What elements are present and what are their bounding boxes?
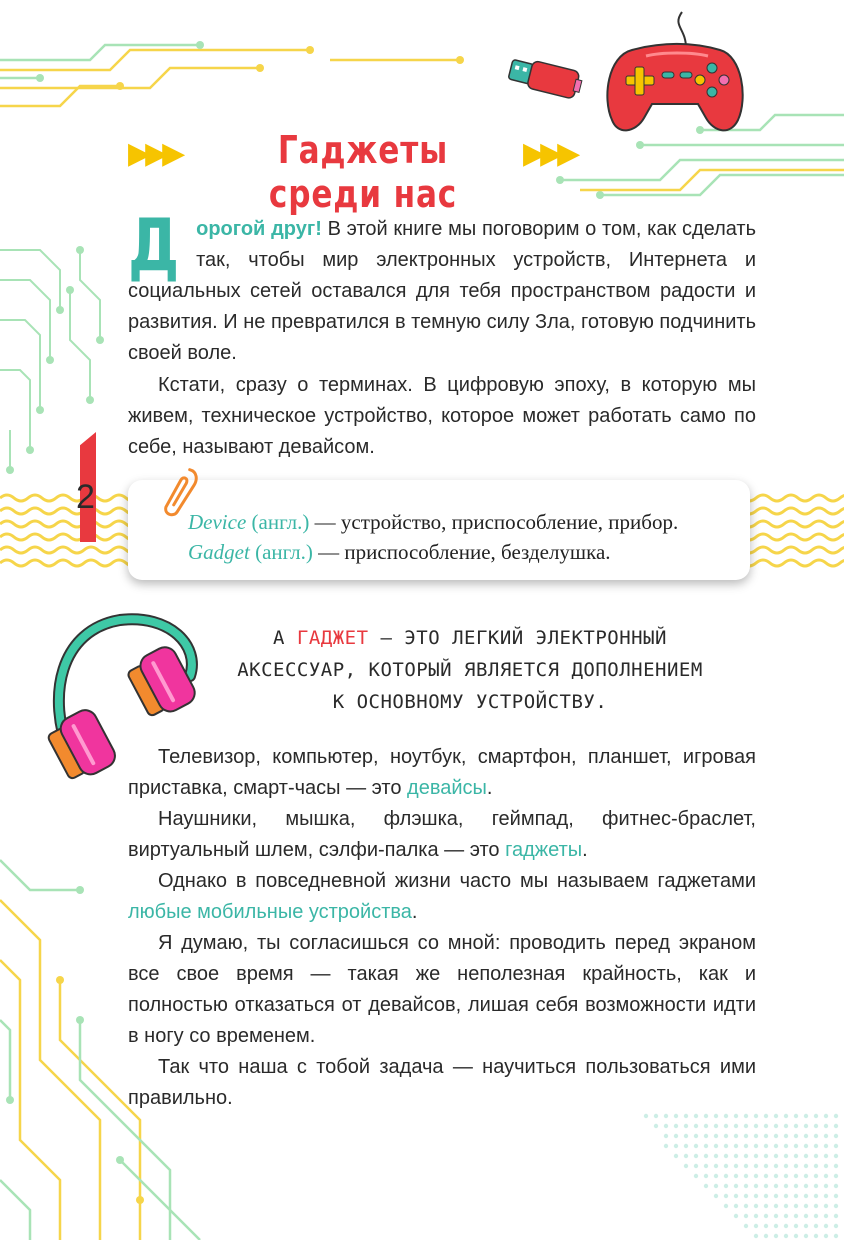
dot <box>834 1184 838 1188</box>
dot <box>804 1144 808 1148</box>
dot <box>774 1114 778 1118</box>
page-number: 2 <box>76 478 95 516</box>
dot <box>834 1164 838 1168</box>
dot <box>814 1184 818 1188</box>
dot <box>724 1174 728 1178</box>
dot <box>824 1194 828 1198</box>
paragraph-gadgets: Наушники, мышка, флэшка, геймпад, фитнес-браслет, виртуальный шлем, сэлфи-палка — это гаджеты. <box>128 808 756 861</box>
hand-line-2: АКСЕССУАР, КОТОРЫЙ ЯВЛЯЕТСЯ ДОПОЛНЕНИЕМ <box>237 659 703 681</box>
dot <box>744 1204 748 1208</box>
dot <box>774 1144 778 1148</box>
dot <box>834 1144 838 1148</box>
dot <box>744 1174 748 1178</box>
hand-line-3: К ОСНОВНОМУ УСТРОЙСТВУ. <box>332 691 608 713</box>
dot <box>684 1124 688 1128</box>
paragraph-balance: Я думаю, ты согласишься со мной: проводить перед экраном все свое время — такая же неполезная крайность, как и полностью отказаться от девайсов, лишая себя возможности идти в ногу со временем. <box>128 932 756 1047</box>
dot <box>784 1214 788 1218</box>
dot <box>824 1154 828 1158</box>
dot <box>734 1204 738 1208</box>
dot <box>814 1134 818 1138</box>
title-row <box>128 128 598 216</box>
dot <box>714 1114 718 1118</box>
dot <box>714 1194 718 1198</box>
page-title: Гаджеты среди нас <box>268 128 458 216</box>
terms-paragraph: Кстати, сразу о терминах. В цифровую эпоху, в которую мы живем, техническое устройство, которое может работать само по себе, называют девайсом. <box>128 374 756 458</box>
dot <box>764 1164 768 1168</box>
dot <box>774 1224 778 1228</box>
dot <box>704 1174 708 1178</box>
dot <box>744 1164 748 1168</box>
dot <box>644 1114 648 1118</box>
dot <box>794 1114 798 1118</box>
dot <box>764 1184 768 1188</box>
dot <box>734 1154 738 1158</box>
dot <box>684 1144 688 1148</box>
dot <box>734 1144 738 1148</box>
hand-line-1 <box>200 622 740 654</box>
dot <box>694 1124 698 1128</box>
dot <box>804 1234 808 1238</box>
dot <box>744 1124 748 1128</box>
dot <box>724 1184 728 1188</box>
title-arrows-left-icon: ▶▶▶ <box>128 137 180 170</box>
highlight-devices: девайсы <box>407 777 487 799</box>
dot-pattern-decoration <box>640 1110 844 1240</box>
dot <box>814 1204 818 1208</box>
dot <box>664 1134 668 1138</box>
dot <box>814 1144 818 1148</box>
dot <box>694 1164 698 1168</box>
dot <box>794 1224 798 1228</box>
body-text <box>128 742 756 1114</box>
definition-meaning: — устройство, приспособление, прибор. <box>309 510 679 534</box>
dot <box>714 1164 718 1168</box>
dot <box>824 1174 828 1178</box>
dot <box>784 1234 788 1238</box>
dot <box>664 1114 668 1118</box>
dot <box>674 1114 678 1118</box>
dot <box>784 1144 788 1148</box>
gadget-handwritten-definition <box>200 622 740 718</box>
dot <box>714 1184 718 1188</box>
dot <box>824 1204 828 1208</box>
hand-line-1-rest: — ЭТО ЛЕГКИЙ ЭЛЕКТРОННЫЙ <box>368 627 667 649</box>
dot <box>814 1214 818 1218</box>
dot <box>664 1124 668 1128</box>
dot <box>684 1154 688 1158</box>
definition-meaning: — приспособление, безделушка. <box>312 540 611 564</box>
dot <box>794 1234 798 1238</box>
dot <box>804 1194 808 1198</box>
dot <box>774 1174 778 1178</box>
dot <box>664 1144 668 1148</box>
dot <box>754 1174 758 1178</box>
dot <box>714 1144 718 1148</box>
drop-cap: Д <box>128 203 180 287</box>
dot <box>794 1124 798 1128</box>
dot <box>684 1164 688 1168</box>
dot <box>834 1214 838 1218</box>
dot <box>694 1144 698 1148</box>
dot <box>784 1164 788 1168</box>
dot <box>784 1134 788 1138</box>
dot <box>784 1184 788 1188</box>
dot <box>754 1214 758 1218</box>
dot <box>714 1154 718 1158</box>
dot <box>674 1124 678 1128</box>
dot <box>704 1164 708 1168</box>
dot <box>704 1134 708 1138</box>
definition-card <box>128 480 750 580</box>
dot <box>824 1134 828 1138</box>
dot <box>834 1114 838 1118</box>
dot <box>814 1174 818 1178</box>
dot <box>754 1204 758 1208</box>
dot <box>834 1204 838 1208</box>
dot <box>724 1194 728 1198</box>
dot <box>754 1114 758 1118</box>
hand-prefix: А <box>272 627 297 649</box>
dot <box>804 1184 808 1188</box>
dot <box>734 1174 738 1178</box>
dot <box>754 1124 758 1128</box>
dot <box>724 1144 728 1148</box>
dot <box>654 1124 658 1128</box>
intro-text: В этой книге мы поговорим о том, как сделать так, чтобы мир электронных устройств, Интернета и социальных сетей оставался для тебя пространством радости и развития. И не превратился в темную силу Зла, готовую подчинить своей воле. <box>128 218 757 364</box>
dot <box>674 1144 678 1148</box>
dot <box>794 1204 798 1208</box>
dot <box>794 1164 798 1168</box>
dot <box>744 1184 748 1188</box>
dot <box>754 1164 758 1168</box>
title-arrows-right-icon: ▶▶▶ <box>523 137 575 170</box>
dot <box>764 1224 768 1228</box>
dot <box>814 1194 818 1198</box>
dot <box>704 1114 708 1118</box>
dot <box>724 1124 728 1128</box>
dot <box>774 1234 778 1238</box>
dot <box>764 1234 768 1238</box>
dot <box>784 1124 788 1128</box>
dot <box>794 1214 798 1218</box>
dot <box>744 1224 748 1228</box>
dot <box>824 1214 828 1218</box>
dot <box>804 1224 808 1228</box>
dot <box>724 1114 728 1118</box>
dot <box>704 1154 708 1158</box>
dot <box>774 1184 778 1188</box>
circuit-decoration-left <box>0 230 130 480</box>
dot <box>714 1134 718 1138</box>
dot <box>734 1194 738 1198</box>
dot <box>694 1154 698 1158</box>
usb-flash-drive-icon <box>505 60 587 100</box>
dot <box>764 1144 768 1148</box>
greeting: орогой друг! <box>196 218 322 240</box>
dot <box>754 1224 758 1228</box>
dot <box>834 1174 838 1178</box>
dot <box>754 1144 758 1148</box>
dot <box>734 1124 738 1128</box>
dot <box>684 1134 688 1138</box>
definition-term: Gadget <box>188 540 250 564</box>
dot <box>754 1234 758 1238</box>
dot <box>804 1214 808 1218</box>
dot <box>804 1114 808 1118</box>
dot <box>754 1134 758 1138</box>
dot <box>774 1204 778 1208</box>
dot <box>764 1174 768 1178</box>
dot <box>804 1204 808 1208</box>
gamepad-icon <box>602 8 748 148</box>
dot <box>824 1124 828 1128</box>
dot <box>784 1194 788 1198</box>
intro-paragraph <box>128 203 757 369</box>
dot <box>694 1174 698 1178</box>
dot <box>764 1114 768 1118</box>
dot <box>794 1194 798 1198</box>
dot <box>724 1154 728 1158</box>
dot <box>734 1214 738 1218</box>
dot <box>834 1224 838 1228</box>
definition-term: Device <box>188 510 247 534</box>
dot <box>774 1194 778 1198</box>
dot <box>744 1134 748 1138</box>
dot <box>814 1124 818 1128</box>
dot <box>724 1134 728 1138</box>
dot <box>804 1174 808 1178</box>
dot <box>824 1164 828 1168</box>
dot <box>764 1204 768 1208</box>
dot <box>704 1124 708 1128</box>
dot <box>794 1144 798 1148</box>
dot <box>744 1194 748 1198</box>
paperclip-icon <box>162 462 198 522</box>
dot <box>834 1234 838 1238</box>
dot <box>694 1134 698 1138</box>
dot <box>694 1114 698 1118</box>
dot <box>824 1224 828 1228</box>
definition-lang: (англ.) <box>255 540 313 564</box>
definition-lang: (англ.) <box>251 510 310 534</box>
dot <box>784 1204 788 1208</box>
dot <box>834 1194 838 1198</box>
dot <box>744 1144 748 1148</box>
dot <box>794 1154 798 1158</box>
dot <box>814 1114 818 1118</box>
dot <box>754 1194 758 1198</box>
dot <box>824 1184 828 1188</box>
dot <box>704 1144 708 1148</box>
paragraph-task: Так что наша с тобой задача — научиться пользоваться ими правильно. <box>128 1056 756 1109</box>
dot <box>734 1164 738 1168</box>
dot <box>774 1134 778 1138</box>
dot <box>654 1114 658 1118</box>
dot <box>774 1124 778 1128</box>
dot <box>834 1134 838 1138</box>
dot <box>754 1184 758 1188</box>
dot <box>774 1154 778 1158</box>
dot <box>804 1154 808 1158</box>
dot <box>734 1114 738 1118</box>
definition-device <box>188 510 678 535</box>
dot <box>744 1214 748 1218</box>
paragraph-devices: Телевизор, компьютер, ноутбук, смартфон, планшет, игровая приставка, смарт-часы — это девайсы. <box>128 746 756 799</box>
dot <box>764 1194 768 1198</box>
dot <box>734 1184 738 1188</box>
dot <box>804 1124 808 1128</box>
dot <box>794 1174 798 1178</box>
dot <box>774 1164 778 1168</box>
dot <box>754 1154 758 1158</box>
dot <box>814 1154 818 1158</box>
paragraph-mobile: Однако в повседневной жизни часто мы называем гаджетами любые мобильные устройства. <box>128 870 756 923</box>
dot <box>804 1164 808 1168</box>
dot <box>684 1114 688 1118</box>
dot <box>764 1154 768 1158</box>
dot <box>704 1184 708 1188</box>
dot <box>784 1114 788 1118</box>
dot <box>794 1134 798 1138</box>
highlight-mobile: любые мобильные устройства <box>128 901 412 923</box>
dot <box>764 1124 768 1128</box>
dot <box>764 1134 768 1138</box>
dot <box>674 1134 678 1138</box>
definition-gadget <box>188 540 611 565</box>
dot <box>824 1114 828 1118</box>
dot <box>714 1174 718 1178</box>
dot <box>834 1154 838 1158</box>
dot <box>724 1164 728 1168</box>
dot <box>824 1144 828 1148</box>
dot <box>724 1204 728 1208</box>
dot <box>824 1234 828 1238</box>
dot <box>714 1124 718 1128</box>
highlight-gadgets: гаджеты <box>505 839 583 861</box>
dot <box>814 1234 818 1238</box>
dot <box>814 1164 818 1168</box>
dot <box>804 1134 808 1138</box>
dot <box>794 1184 798 1188</box>
dot <box>784 1224 788 1228</box>
dot <box>774 1214 778 1218</box>
hand-highlight: ГАДЖЕТ <box>296 627 369 649</box>
dot <box>744 1114 748 1118</box>
dot <box>784 1154 788 1158</box>
dot <box>764 1214 768 1218</box>
dot <box>674 1154 678 1158</box>
dot <box>734 1134 738 1138</box>
dot <box>814 1224 818 1228</box>
dot <box>784 1174 788 1178</box>
dot <box>834 1124 838 1128</box>
dot <box>744 1154 748 1158</box>
